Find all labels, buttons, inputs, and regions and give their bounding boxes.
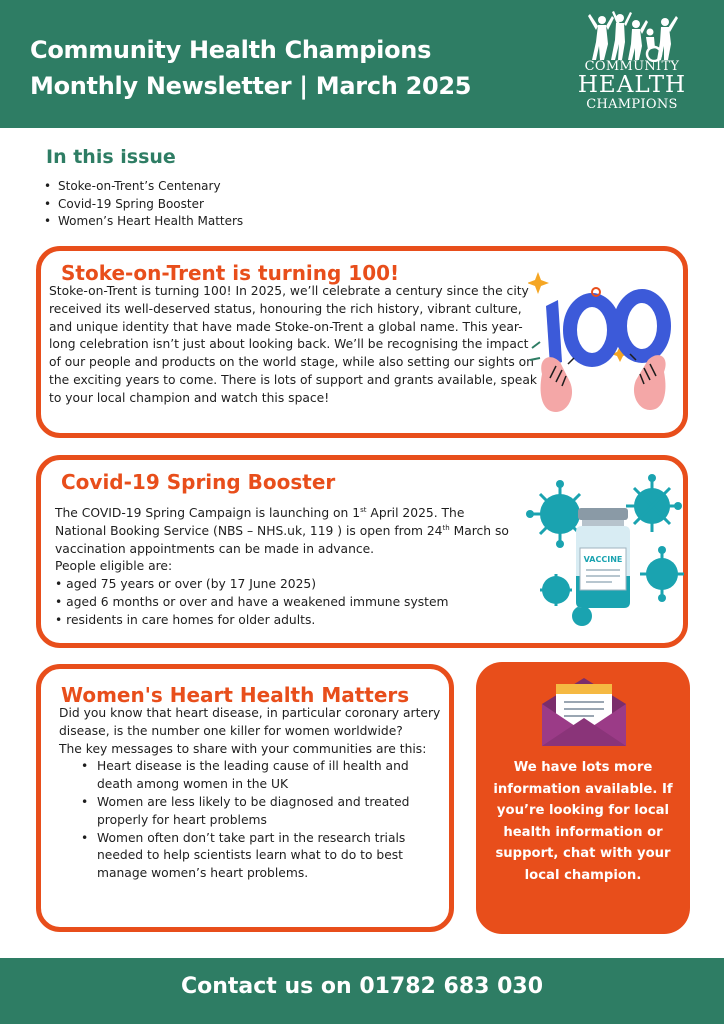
contact-phone: Contact us on 01782 683 030	[180, 974, 544, 999]
eligibility-item: • aged 6 months or over and have a weakened immune system	[55, 594, 449, 609]
vaccine-label: VACCINE	[583, 555, 623, 564]
stoke-title: Stoke-on-Trent is turning 100!	[61, 261, 400, 285]
heart-health-card	[36, 664, 454, 932]
toc-item: • Covid-19 Spring Booster	[38, 196, 243, 214]
more-info-promo	[476, 662, 690, 934]
footer-banner	[0, 958, 724, 1024]
heart-bullet: • Women often don’t take part in the research trials needed to help scientists learn what to do to best manage women’s heart problems.	[79, 830, 444, 883]
toc-item: • Stoke-on-Trent’s Centenary	[38, 178, 243, 196]
heart-bullet: • Women are less likely to be diagnosed and treated properly for heart problems	[79, 794, 444, 830]
logo-text-community: COMMUNITY	[584, 59, 680, 74]
covid-line: National Booking Service (NBS – NHS.uk, 119 ) is open from 24th March so	[55, 523, 509, 538]
people-celebrating-icon	[572, 10, 692, 62]
heart-bullet: • Heart disease is the leading cause of ill health and death among women in the UK	[79, 758, 444, 794]
toc-title: In this issue	[46, 146, 176, 168]
stoke-body: Stoke-on-Trent is turning 100! In 2025, we’ll celebrate a century since the city received its well-deserved status, honouring the rich history, vibrant culture, and unique identity that have made Stoke-on-Trent a global name. This year-long celebration isn’t just about looking back. We’ll be recognising the impact of our people and products on the world stage, while also setting our sights on the exciting years to come. There is lots of support and grants available, speak to your local champion and watch this space!	[49, 284, 538, 405]
eligibility-item: • residents in care homes for older adults.	[55, 612, 316, 627]
vaccine-vial-icon	[526, 466, 684, 636]
header-banner	[0, 0, 724, 128]
heart-intro: Did you know that heart disease, in particular coronary artery disease, is the number one killer for women worldwide?	[59, 706, 441, 738]
covid-line: People eligible are:	[55, 559, 173, 574]
toc-item: • Women’s Heart Health Matters	[38, 213, 243, 231]
title-line-2: Monthly Newsletter | March 2025	[30, 72, 472, 100]
heart-key-messages: The key messages to share with your communities are this:	[59, 741, 427, 756]
title-line-1: Community Health Champions	[30, 36, 432, 64]
covid-line: The COVID-19 Spring Campaign is launching on 1st April 2025. The	[55, 505, 465, 520]
covid-body	[55, 505, 575, 630]
logo-text-champions: CHAMPIONS	[586, 97, 678, 112]
toc-list	[38, 178, 243, 231]
100-celebration-icon	[528, 262, 678, 422]
newsletter-title	[30, 32, 471, 104]
community-health-champions-logo	[572, 10, 692, 114]
heart-title: Women's Heart Health Matters	[61, 683, 410, 707]
covid-line: vaccination appointments can be made in advance.	[55, 541, 375, 556]
logo-text-health: HEALTH	[577, 72, 687, 98]
promo-text: We have lots more information available. If you’re looking for local health information or support, chat with your local champion.	[493, 760, 673, 883]
heart-body	[59, 705, 444, 883]
heart-bullet-list	[59, 758, 444, 883]
covid-title: Covid-19 Spring Booster	[61, 470, 336, 494]
envelope-icon	[538, 674, 630, 748]
eligibility-item: • aged 75 years or over (by 17 June 2025)	[55, 577, 317, 592]
